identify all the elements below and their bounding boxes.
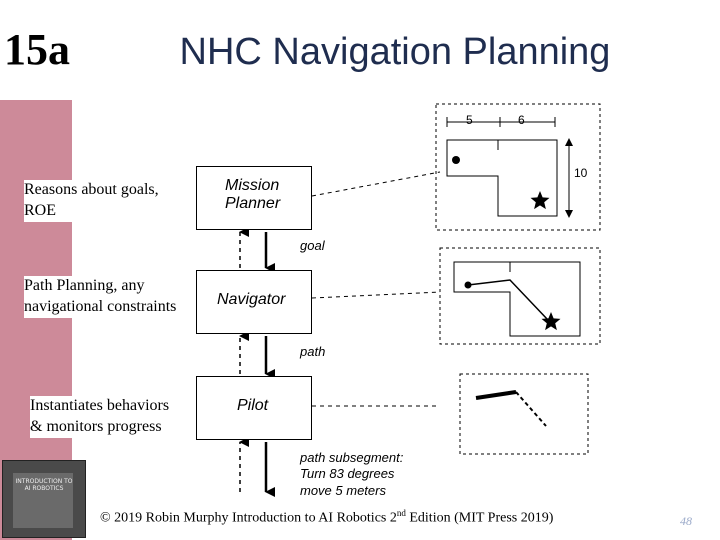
map-dimension-width-a: 5: [466, 113, 473, 127]
note-mission-planner: Reasons about goals, ROE: [24, 180, 184, 222]
mission-planner-label: Mission Planner: [225, 177, 281, 212]
pilot-label: Pilot: [237, 397, 269, 414]
map-dimension-width-b: 6: [518, 113, 525, 127]
subsegment-label: path subsegment: Turn 83 degrees move 5 meters: [300, 450, 404, 498]
note-navigator: Path Planning, any navigational constraints: [24, 276, 184, 318]
note-pilot: Instantiates behaviors & monitors progress: [30, 396, 180, 438]
navigator-label: Navigator: [217, 291, 286, 308]
book-cover-title: INTRODUCTION TO AI ROBOTICS: [15, 478, 73, 492]
footer-text-before: © 2019 Robin Murphy Introduction to AI Robotics 2: [100, 510, 397, 526]
footer-citation: [100, 508, 600, 527]
page-number: 48: [680, 514, 692, 528]
mission-planner-box: [196, 166, 312, 230]
footer-text-after: Edition (MIT Press 2019): [405, 510, 554, 526]
footer-superscript: nd: [396, 508, 406, 518]
map-dimension-height: 10: [574, 166, 588, 180]
page-title: NHC Navigation Planning: [179, 31, 611, 73]
book-cover-image: [2, 460, 86, 538]
panel-connectors: [312, 172, 440, 406]
goal-label: goal: [300, 238, 325, 253]
navigator-map-panel: [440, 248, 600, 344]
slide-label: 15a: [4, 25, 70, 74]
pilot-map-panel: [460, 374, 588, 454]
path-label: path: [300, 344, 326, 359]
navigator-box: [196, 270, 312, 334]
pilot-box: [196, 376, 312, 440]
